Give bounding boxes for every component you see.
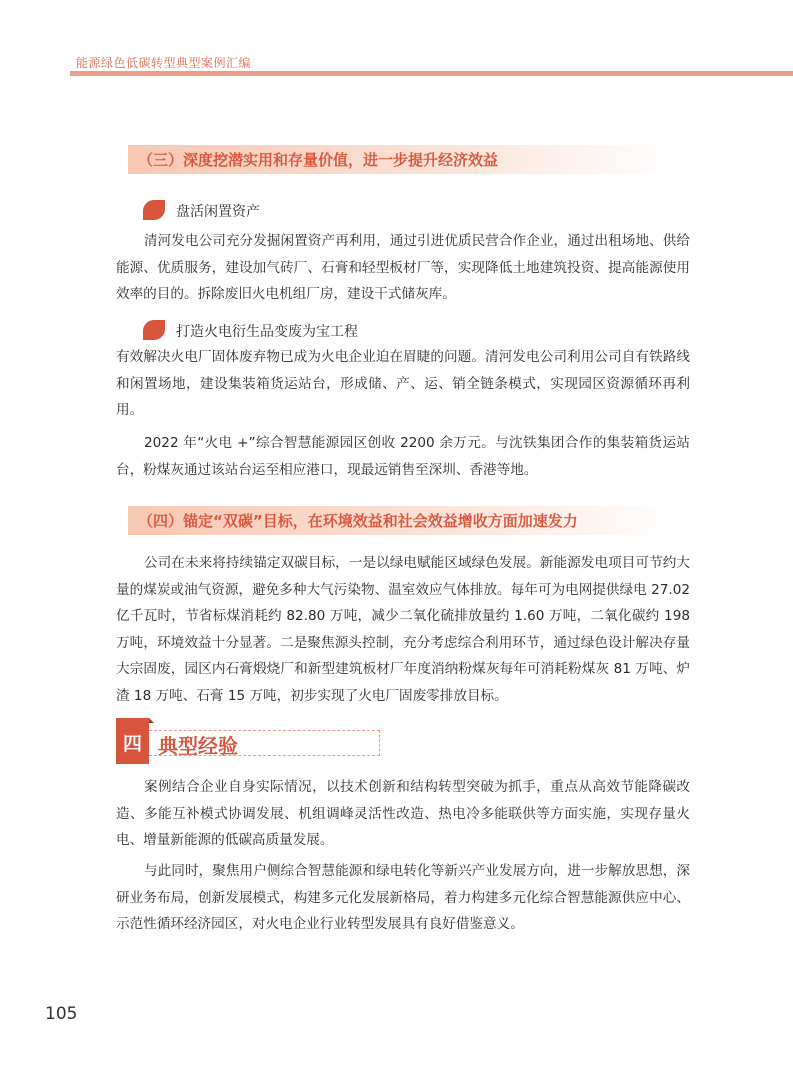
paragraph-dual-carbon: 公司在未来将持续锚定双碳目标，一是以绿电赋能区域绿色发展。新能源发电项目可节约大量的煤炭或油气资源，避免多种大气污染物、温室效应气体排放。每年可为电网提供绿电 27.02 亿千瓦时，节省标煤消耗约 82.80 万吨，减少二氧化硫排放量约 1.60 万吨，二氧化碳约 198 万吨，环境效益十分显著。二是聚焦源头控制，充分考虑综合利用环节，通过绿色设计解决存量大宗固废，园区内石膏煅烧厂和新型建筑板材厂年度消纳粉煤灰每年可消耗粉煤灰 81 万吨、炉渣 18 万吨、石膏 15 万吨，初步实现了火电厂固废零排放目标。 <box>116 555 690 704</box>
paragraph-idle-assets: 清河发电公司充分发掘闲置资产再利用，通过引进优质民营合作企业，通过出租场地、供给能源、优质服务，建设加气砖厂、石膏和轻型板材厂等，实现降低土地建筑投资、提高能源使用效率的目的。拆除废旧火电机组厂房，建设干式储灰库。 <box>116 233 690 302</box>
section-3-banner <box>128 145 673 174</box>
chapter-4-heading <box>116 718 386 768</box>
running-header-title: 能源绿色低碳转型典型案例汇编 <box>76 56 252 70</box>
paragraph-byproducts-1: 有效解决火电厂固体废弃物已成为火电企业迫在眉睫的问题。清河发电公司利用公司自有铁路线和闲置场地，建设集装箱货运站台，形成储、产、运、销全链条模式，实现园区资源循环再利用。 <box>116 349 690 418</box>
page-number: 105 <box>45 1004 78 1024</box>
chapter-title: 典型经验 <box>158 734 238 758</box>
chapter-number-box <box>116 718 149 764</box>
paragraph-experience-1: 案例结合企业自身实际情况，以技术创新和结构转型突破为抓手，重点从高效节能降碳改造、多能互补模式协调发展、机组调峰灵活性改造、热电冷多能联供等方面实施，实现存量火电、增量新能源的低碳高质量发展。 <box>116 779 690 848</box>
paragraph-byproducts-2: 2022 年“火电 +”综合智慧能源园区创收 2200 余万元。与沈铁集团合作的集装箱货运站台，粉煤灰通过该站台运至相应港口，现最远销售至深圳、香港等地。 <box>116 435 690 478</box>
subhead-marker-icon <box>143 200 165 220</box>
chapter-number: 四 <box>122 733 142 755</box>
section-3-heading: （三）深度挖潜实用和存量价值，进一步提升经济效益 <box>138 151 499 169</box>
header-rule <box>70 71 793 76</box>
subhead-idle-assets-title: 盘活闲置资产 <box>176 204 260 220</box>
section-4-banner <box>128 506 673 535</box>
subhead-marker-icon <box>143 320 165 340</box>
chapter-number-fold <box>149 718 154 723</box>
subhead-byproducts-title: 打造火电衍生品变废为宝工程 <box>176 324 358 340</box>
paragraph-experience-2: 与此同时，聚焦用户侧综合智慧能源和绿电转化等新兴产业发展方向，进一步解放思想，深研业务布局，创新发展模式，构建多元化发展新格局，着力构建多元化综合智慧能源供应中心、示范性循环经济园区，对火电企业行业转型发展具有良好借鉴意义。 <box>116 863 690 932</box>
section-4-heading: （四）锚定“双碳”目标，在环境效益和社会效益增收方面加速发力 <box>138 512 578 530</box>
